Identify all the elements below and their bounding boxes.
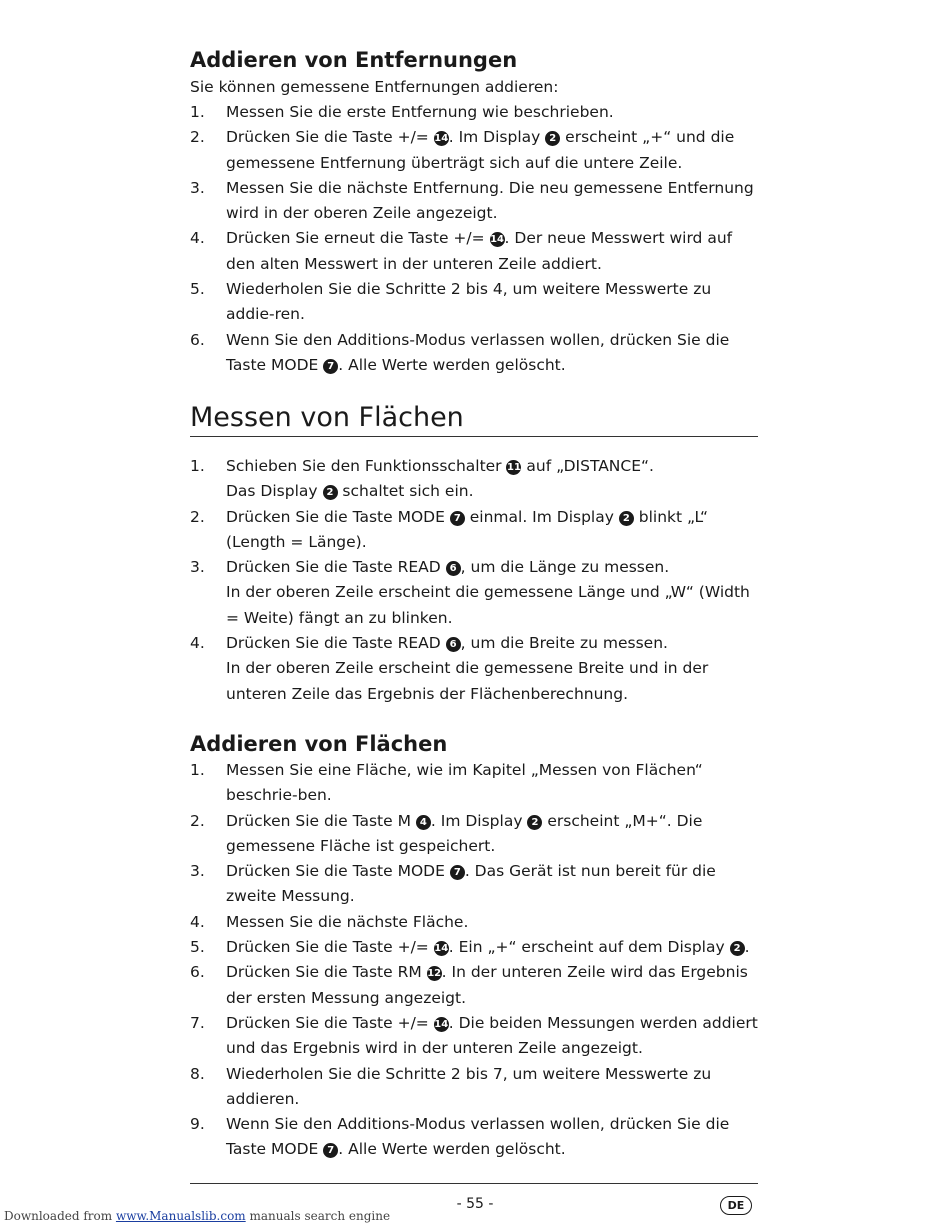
step-text: . Im Display [448,128,546,147]
list-item [190,505,758,556]
step-text: Drücken Sie die Taste MODE [226,862,450,881]
intro-add-distances: Sie können gemessene Entfernungen addieren: [190,78,559,96]
step-number: 4. [190,229,205,248]
list-item [190,1011,758,1062]
step-number: 1. [190,457,205,475]
heading-measure-areas: Messen von Flächen [190,402,464,433]
step-text: , um die Breite zu messen. [460,634,668,653]
part-number-badge: 2 [323,485,338,500]
step-text: . Die beiden Messungen werden addiert und das Ergebnis wird in der unteren Zeile angezeigt. [226,1013,758,1058]
step-text: erscheint „M+“. Die gemessene Fläche ist gespeichert. [226,811,703,855]
download-watermark [4,1209,390,1223]
part-number-badge: 14 [434,1018,449,1030]
list-item [190,277,758,328]
step-text: Drücken Sie die Taste MODE [226,507,450,526]
step-text: schaltet sich ein. [337,482,474,501]
step-text: In der oberen Zeile erscheint die gemessene Breite und in der unteren Zeile das Ergebnis der Flächenberechnung. [226,659,709,703]
step-text: Messen Sie die erste Entfernung wie beschrieben. [226,103,614,121]
step-number: 7. [190,1013,205,1032]
step-text: . Alle Werte werden gelöscht. [338,1140,566,1159]
step-number: 6. [190,330,205,349]
step-text: erscheint „+“ und die gemessene Entfernung überträgt sich auf die untere Zeile. [226,128,735,172]
part-number-badge: 12 [427,968,442,980]
step-text: . In der unteren Zeile wird das Ergebnis der ersten Messung angezeigt. [226,963,748,1007]
list-item [190,100,758,125]
step-number: 2. [190,128,205,147]
part-number-badge: 2 [730,941,745,956]
step-number: 3. [190,178,205,197]
step-text: Drücken Sie die Taste +/= [226,1013,434,1032]
step-number: 4. [190,634,205,653]
heading-underline [190,436,758,437]
step-text: . [744,938,750,957]
part-number-badge: 14 [434,943,449,955]
list-item [190,328,758,379]
step-number: 3. [190,558,205,577]
list-item [190,125,758,176]
part-number-badge: 14 [434,133,449,145]
step-number: 3. [190,862,205,881]
steps-measure-areas [190,454,758,707]
step-number: 1. [190,103,205,121]
part-number-badge: 4 [416,815,431,830]
part-number-badge: 14 [490,234,504,246]
list-item [190,454,758,505]
step-text: Wiederholen Sie die Schritte 2 bis 4, um weitere Messwerte zu addie-ren. [226,280,712,324]
step-text: . Ein „+“ erscheint auf dem Display [448,938,730,957]
steps-add-areas [190,758,758,1163]
step-number: 4. [190,912,205,931]
language-badge: DE [720,1196,752,1215]
step-number: 8. [190,1064,205,1083]
list-item [190,859,758,910]
list-item [190,176,758,227]
list-item [190,1112,758,1163]
part-number-badge: 7 [323,1143,338,1158]
part-number-badge: 7 [450,865,465,880]
step-text: . Alle Werte werden gelöscht. [338,355,566,374]
part-number-badge: 7 [323,359,338,374]
step-text: Messen Sie eine Fläche, wie im Kapitel „Messen von Flächen“ beschrie-ben. [226,761,703,805]
step-text: Das Display [226,482,323,501]
list-item [190,758,758,809]
step-number: 2. [190,507,205,526]
step-text: Wiederholen Sie die Schritte 2 bis 7, um weitere Messwerte zu addieren. [226,1064,712,1108]
step-text: Drücken Sie die Taste READ [226,558,446,577]
manualslib-link[interactable]: www.Manualslib.com [115,1209,246,1223]
step-number: 5. [190,280,205,299]
part-number-badge: 11 [507,462,521,473]
step-text: Drücken Sie die Taste M [226,811,416,830]
step-text: , um die Länge zu messen. [460,558,670,577]
step-number: 2. [190,811,205,830]
step-text: Drücken Sie die Taste RM [226,963,427,982]
part-number-badge: 6 [446,637,461,652]
page-number: - 55 - [456,1196,494,1212]
heading-add-distances: Addieren von Entfernungen [190,48,518,72]
step-text: Wenn Sie den Additions-Modus verlassen wollen, drücken Sie die Taste MODE [226,330,730,374]
list-item [190,960,758,1011]
list-item [190,910,758,935]
list-item [190,555,758,631]
part-number-badge: 2 [619,511,634,526]
step-text: In der oberen Zeile erscheint die gemessene Länge und „W“ (Width = Weite) fängt an zu blinken. [226,583,750,627]
step-text: auf „DISTANCE“. [521,457,654,475]
step-text: . Das Gerät ist nun bereit für die zweite Messung. [226,862,716,906]
step-number: 1. [190,761,205,779]
step-number: 5. [190,938,205,957]
heading-add-areas: Addieren von Flächen [190,732,448,756]
list-item [190,631,758,707]
step-text: Wenn Sie den Additions-Modus verlassen wollen, drücken Sie die Taste MODE [226,1115,730,1159]
step-text: Drücken Sie erneut die Taste +/= [226,229,490,248]
step-text: Messen Sie die nächste Entfernung. Die neu gemessene Entfernung wird in der oberen Zeile angezeigt. [226,178,754,223]
step-text: blinkt „L“ (Length = Länge). [226,507,709,551]
step-text: Drücken Sie die Taste +/= [226,938,434,957]
list-item [190,809,758,860]
footer-divider [190,1183,758,1184]
part-number-badge: 2 [527,815,542,830]
list-item [190,935,758,960]
step-text: . Der neue Messwert wird auf den alten Messwert in der unteren Zeile addiert. [226,229,733,273]
part-number-badge: 7 [450,511,465,526]
steps-add-distances [190,100,758,378]
step-text: Messen Sie die nächste Fläche. [226,912,469,931]
list-item [190,1062,758,1113]
part-number-badge: 6 [446,561,461,576]
step-text: Schieben Sie den Funktionsschalter [226,457,507,475]
watermark-prefix: Downloaded from [4,1209,116,1223]
watermark-suffix: manuals search engine [245,1209,391,1223]
list-item [190,226,758,277]
step-number: 9. [190,1115,205,1134]
step-text: einmal. Im Display [464,507,619,526]
step-text: Drücken Sie die Taste +/= [226,128,434,147]
step-text: Drücken Sie die Taste READ [226,634,446,653]
step-text: . Im Display [430,811,528,830]
step-number: 6. [190,963,205,982]
part-number-badge: 2 [545,131,560,146]
